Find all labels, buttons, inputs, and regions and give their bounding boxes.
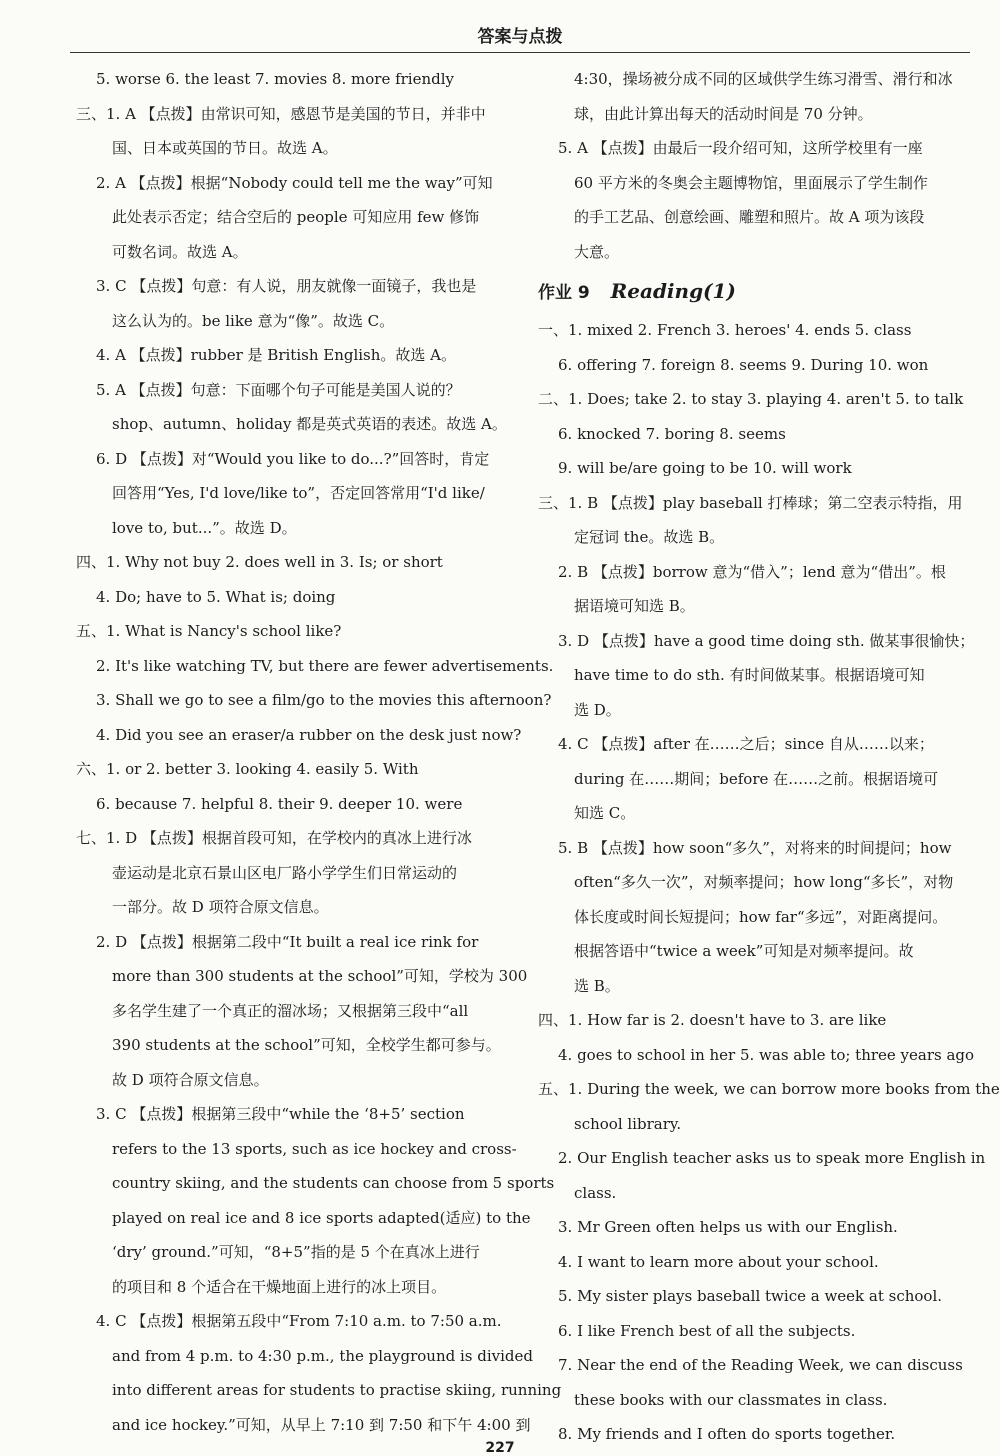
text-line: 5. A 【点拨】由最后一段介绍可知，这所学校里有一座 <box>558 139 923 157</box>
text-line: 3. C 【点拨】句意：有人说，朋友就像一面镜子，我也是 <box>96 277 477 295</box>
text-line: 三、1. B 【点拨】play baseball 打棒球；第二空表示特指，用 <box>538 493 963 512</box>
text-line: 五、1. During the week, we can borrow more books from the <box>538 1080 1000 1098</box>
text-line: 4. C 【点拨】after 在……之后；since 自从……以来； <box>558 735 934 753</box>
text-line: 6. offering 7. foreign 8. seems 9. During 10. won <box>558 355 929 374</box>
text-line: 三、1. A 【点拨】由常识可知，感恩节是美国的节日，并非中 <box>76 104 486 123</box>
section-heading-en: Reading(1) <box>610 279 736 303</box>
page-header <box>70 22 970 53</box>
text-line: 3. C 【点拨】根据第三段中“while the ‘8+5’ section <box>96 1105 465 1123</box>
text-line: 2. B 【点拨】borrow 意为“借入”；lend 意为“借出”。根 <box>558 562 946 581</box>
text-line: 5. worse 6. the least 7. movies 8. more friendly <box>96 70 455 88</box>
text-line: 二、1. Does; take 2. to stay 3. playing 4. aren't 5. to talk <box>538 390 964 408</box>
text-line: 故 D 项符合原文信息。 <box>112 1070 269 1089</box>
text-line: 知选 C。 <box>574 804 636 822</box>
text-line: 4:30，操场被分成不同的区域供学生练习滑雪、滑行和冰 <box>574 70 953 88</box>
text-line: 5. B 【点拨】how soon“多久”，对将来的时间提问；how <box>558 838 952 857</box>
text-line: 3. Mr Green often helps us with our English. <box>558 1218 898 1236</box>
right-column <box>538 62 1000 1452</box>
text-line: 2. Our English teacher asks us to speak more English in <box>558 1149 986 1167</box>
text-line: school library. <box>574 1114 682 1133</box>
text-line: 3. D 【点拨】have a good time doing sth. 做某事很愉快； <box>558 631 975 650</box>
text-line: 4. I want to learn more about your school. <box>558 1252 879 1271</box>
text-line: 4. Did you see an eraser/a rubber on the desk just now? <box>96 725 522 744</box>
text-line: 此处表示否定；结合空后的 people 可知应用 few 修饰 <box>112 208 480 226</box>
text-line: 五、1. What is Nancy's school like? <box>76 622 342 640</box>
text-line: refers to the 13 sports, such as ice hockey and cross- <box>112 1139 517 1158</box>
text-line: 选 D。 <box>574 700 621 719</box>
section-heading <box>538 269 978 313</box>
text-line: 多名学生建了一个真正的溜冰场；又根据第三段中“all <box>112 1001 469 1020</box>
text-line: have time to do sth. 有时间做某事。根据语境可知 <box>574 666 925 684</box>
text-line: 这么认为的。be like 意为“像”。故选 C。 <box>112 311 395 330</box>
text-line: 6. because 7. helpful 8. their 9. deeper 10. were <box>96 794 463 813</box>
text-line: and from 4 p.m. to 4:30 p.m., the playground is divided <box>112 1346 533 1365</box>
text-line: 定冠词 the。故选 B。 <box>574 528 725 546</box>
text-line: 根据答语中“twice a week”可知是对频率提问。故 <box>574 942 914 960</box>
text-line: 一、1. mixed 2. French 3. heroes' 4. ends 5. class <box>538 321 912 339</box>
text-line: 大意。 <box>574 242 620 261</box>
text-line: love to, but...”。故选 D。 <box>112 518 297 537</box>
text-line: 4. A 【点拨】rubber 是 British English。故选 A。 <box>96 346 457 364</box>
left-column <box>76 62 562 1442</box>
text-line: 可数名词。故选 A。 <box>112 242 248 261</box>
text-line: often“多久一次”，对频率提问；how long“多长”，对物 <box>574 873 954 891</box>
text-line: 七、1. D 【点拨】根据首段可知，在学校内的真冰上进行冰 <box>76 829 472 847</box>
text-line: 5. My sister plays baseball twice a week at school. <box>558 1287 943 1305</box>
text-line: 7. Near the end of the Reading Week, we can discuss <box>558 1356 963 1374</box>
text-line: 球，由此计算出每天的活动时间是 70 分钟。 <box>574 104 873 123</box>
text-line: 的项目和 8 个适合在干燥地面上进行的冰上项目。 <box>112 1277 447 1296</box>
text-line: more than 300 students at the school”可知，学校为 300 <box>112 967 528 985</box>
text-line: 四、1. How far is 2. doesn't have to 3. are like <box>538 1011 887 1029</box>
header-title: 答案与点拨 <box>477 27 563 47</box>
text-line: 壶运动是北京石景山区电厂路小学学生们日常运动的 <box>112 863 458 882</box>
text-line: ‘dry’ ground.”可知，“8+5”指的是 5 个在真冰上进行 <box>112 1243 480 1261</box>
text-line: 4. C 【点拨】根据第五段中“From 7:10 a.m. to 7:50 a.m. <box>96 1312 502 1330</box>
text-line: 六、1. or 2. better 3. looking 4. easily 5. With <box>76 760 419 778</box>
text-line: 390 students at the school”可知，全校学生都可参与。 <box>112 1036 501 1054</box>
text-line: 5. A 【点拨】句意：下面哪个句子可能是美国人说的？ <box>96 380 461 399</box>
text-line: 3. Shall we go to see a film/go to the movies this afternoon? <box>96 691 552 709</box>
text-line: 2. It's like watching TV, but there are fewer advertisements. <box>96 656 554 675</box>
text-line: 6. knocked 7. boring 8. seems <box>558 424 786 443</box>
text-line: country skiing, and the students can choose from 5 sports <box>112 1174 555 1192</box>
text-line: 9. will be/are going to be 10. will work <box>558 459 852 477</box>
right-bottom-block <box>538 313 1000 1452</box>
text-line: into different areas for students to practise skiing, running <box>112 1381 562 1399</box>
text-line: 4. Do; have to 5. What is; doing <box>96 587 336 606</box>
text-line: 60 平方米的冬奥会主题博物馆，里面展示了学生制作 <box>574 173 928 192</box>
text-line: 8. My friends and I often do sports together. <box>558 1425 896 1443</box>
text-line: and ice hockey.”可知，从早上 7:10 到 7:50 和下午 4:00 到 <box>112 1415 531 1434</box>
text-line: class. <box>574 1183 617 1202</box>
text-line: these books with our classmates in class. <box>574 1390 888 1409</box>
text-line: 2. A 【点拨】根据“Nobody could tell me the way”可知 <box>96 173 493 192</box>
text-line: 回答用“Yes, I'd love/like to”，否定回答常用“I'd like/ <box>112 484 485 502</box>
text-line: shop、autumn、holiday 都是英式英语的表述。故选 A。 <box>112 415 507 433</box>
text-line: 国、日本或英国的节日。故选 A。 <box>112 139 338 157</box>
text-line: played on real ice and 8 ice sports adapted(适应) to the <box>112 1208 531 1227</box>
text-line: 4. goes to school in her 5. was able to; three years ago <box>558 1045 975 1064</box>
text-line: during 在……期间；before 在……之前。根据语境可 <box>574 769 939 788</box>
text-line: 选 B。 <box>574 976 620 995</box>
text-line: 一部分。故 D 项符合原文信息。 <box>112 898 329 916</box>
text-line: 四、1. Why not buy 2. does well in 3. Is; or short <box>76 553 443 571</box>
text-line: 2. D 【点拨】根据第二段中“It built a real ice rink for <box>96 932 479 951</box>
text-line: 6. I like French best of all the subjects. <box>558 1321 856 1340</box>
section-heading-cn: 作业 9 <box>538 283 590 303</box>
page-number: 227 <box>485 1440 515 1456</box>
right-top-block <box>538 62 978 269</box>
text-line: 据语境可知选 B。 <box>574 597 695 615</box>
text-line: 体长度或时间长短提问；how far“多远”，对距离提问。 <box>574 907 948 926</box>
text-line: 6. D 【点拨】对“Would you like to do...?”回答时，肯定 <box>96 449 490 468</box>
text-line: 的手工艺品、创意绘画、雕塑和照片。故 A 项为该段 <box>574 208 925 226</box>
